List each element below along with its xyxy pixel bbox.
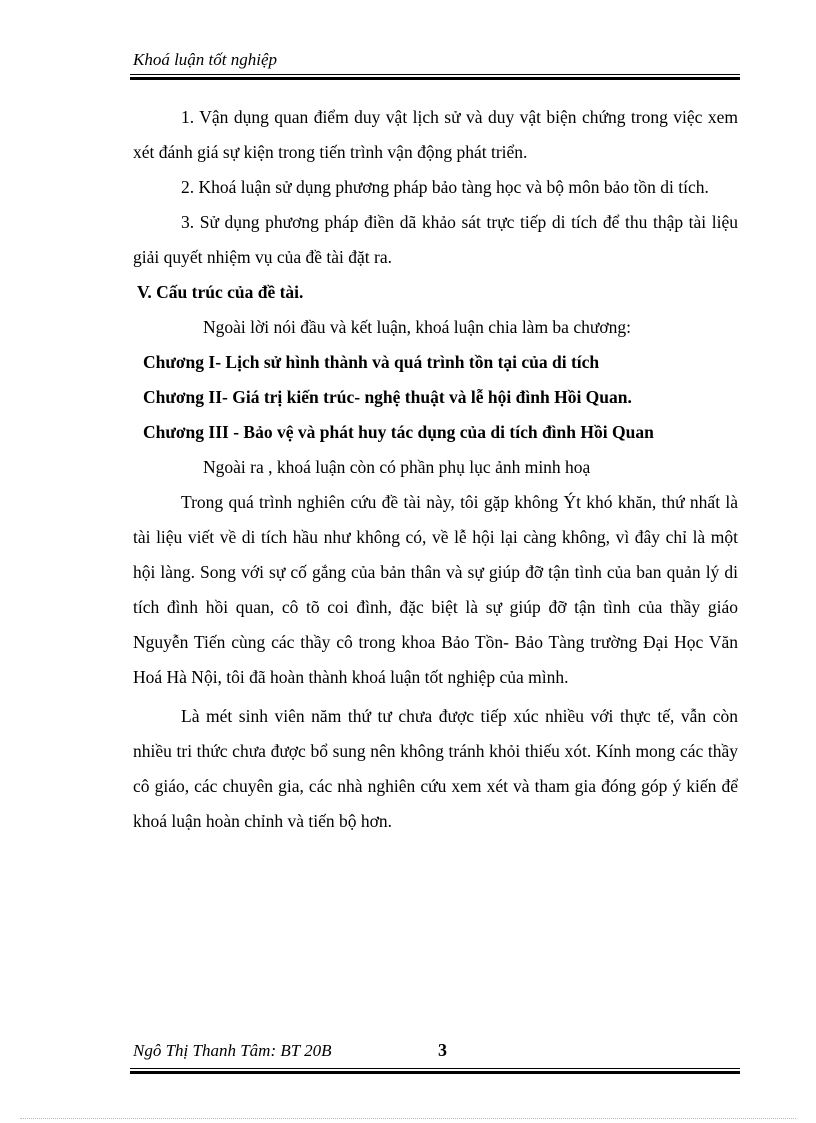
method-item-1: 1. Vận dụng quan điểm duy vật lịch sử và duy vật biện chứng trong việc xem xét đánh giá sự kiện trong tiến trình vận động phát triển. xyxy=(133,107,738,162)
method-item-3: 3. Sử dụng phương pháp điền dã khảo sát trực tiếp di tích để thu thập tài liệu giải quyết nhiệm vụ của đề tài đặt ra. xyxy=(133,212,738,267)
footer-rule-thin xyxy=(130,1068,740,1069)
header-rule-thin xyxy=(130,74,740,75)
section-heading: V. Cấu trúc của đề tài. xyxy=(137,282,304,302)
page-edge-divider xyxy=(20,1118,796,1119)
page-number: 3 xyxy=(438,1040,447,1060)
appendix-note: Ngoài ra , khoá luận còn có phần phụ lục ảnh minh hoạ xyxy=(203,457,591,477)
running-header: Khoá luận tốt nghiệp xyxy=(133,50,278,69)
closing-paragraph: Là mét sinh viên năm thứ tư chưa được tiếp xúc nhiều với thực tế, vẫn còn nhiều tri thức chưa được bổ sung nên không tránh khỏi thiếu xót. Kính mong các thầy cô giáo, các chuyên gia, các nhà nghiên cứu xem xét và tham gia đóng góp ý kiến để khoá luận hoàn chỉnh và tiến bộ hơn. xyxy=(133,706,738,831)
document-body xyxy=(133,100,738,839)
chapter-3: Chương III - Bảo vệ và phát huy tác dụng của di tích đình Hồi Quan xyxy=(143,422,654,442)
footer-author: Ngô Thị Thanh Tâm: BT 20B xyxy=(133,1041,332,1060)
header-rule-thick xyxy=(130,77,740,80)
acknowledgement-paragraph: Trong quá trình nghiên cứu đề tài này, tôi gặp không Ýt khó khăn, thứ nhất là tài liệu viết về di tích hầu như không có, về lễ hội lại càng không, vì đây chỉ là một hội làng. Song với sự cố gắng của bản thân và sự giúp đỡ tận tình của ban quản lý di tích đình hồi quan, cô tõ coi đình, đặc biệt là sự giúp đỡ tận tình của thầy giáo Nguyễn Tiến cùng các thầy cô trong khoa Bảo Tồn- Bảo Tàng trường Đại Học Văn Hoá Hà Nội, tôi đã hoàn thành khoá luận tốt nghiệp của mình. xyxy=(133,492,738,687)
chapter-1: Chương I- Lịch sử hình thành và quá trình tồn tại của di tích xyxy=(143,352,600,372)
method-item-2: 2. Khoá luận sử dụng phương pháp bảo tàng học và bộ môn bảo tồn di tích. xyxy=(181,177,709,197)
structure-intro: Ngoài lời nói đầu và kết luận, khoá luận chia làm ba chương: xyxy=(203,317,631,337)
chapter-2: Chương II- Giá trị kiến trúc- nghệ thuật và lễ hội đình Hồi Quan. xyxy=(143,387,632,407)
footer-rule-thick xyxy=(130,1071,740,1074)
